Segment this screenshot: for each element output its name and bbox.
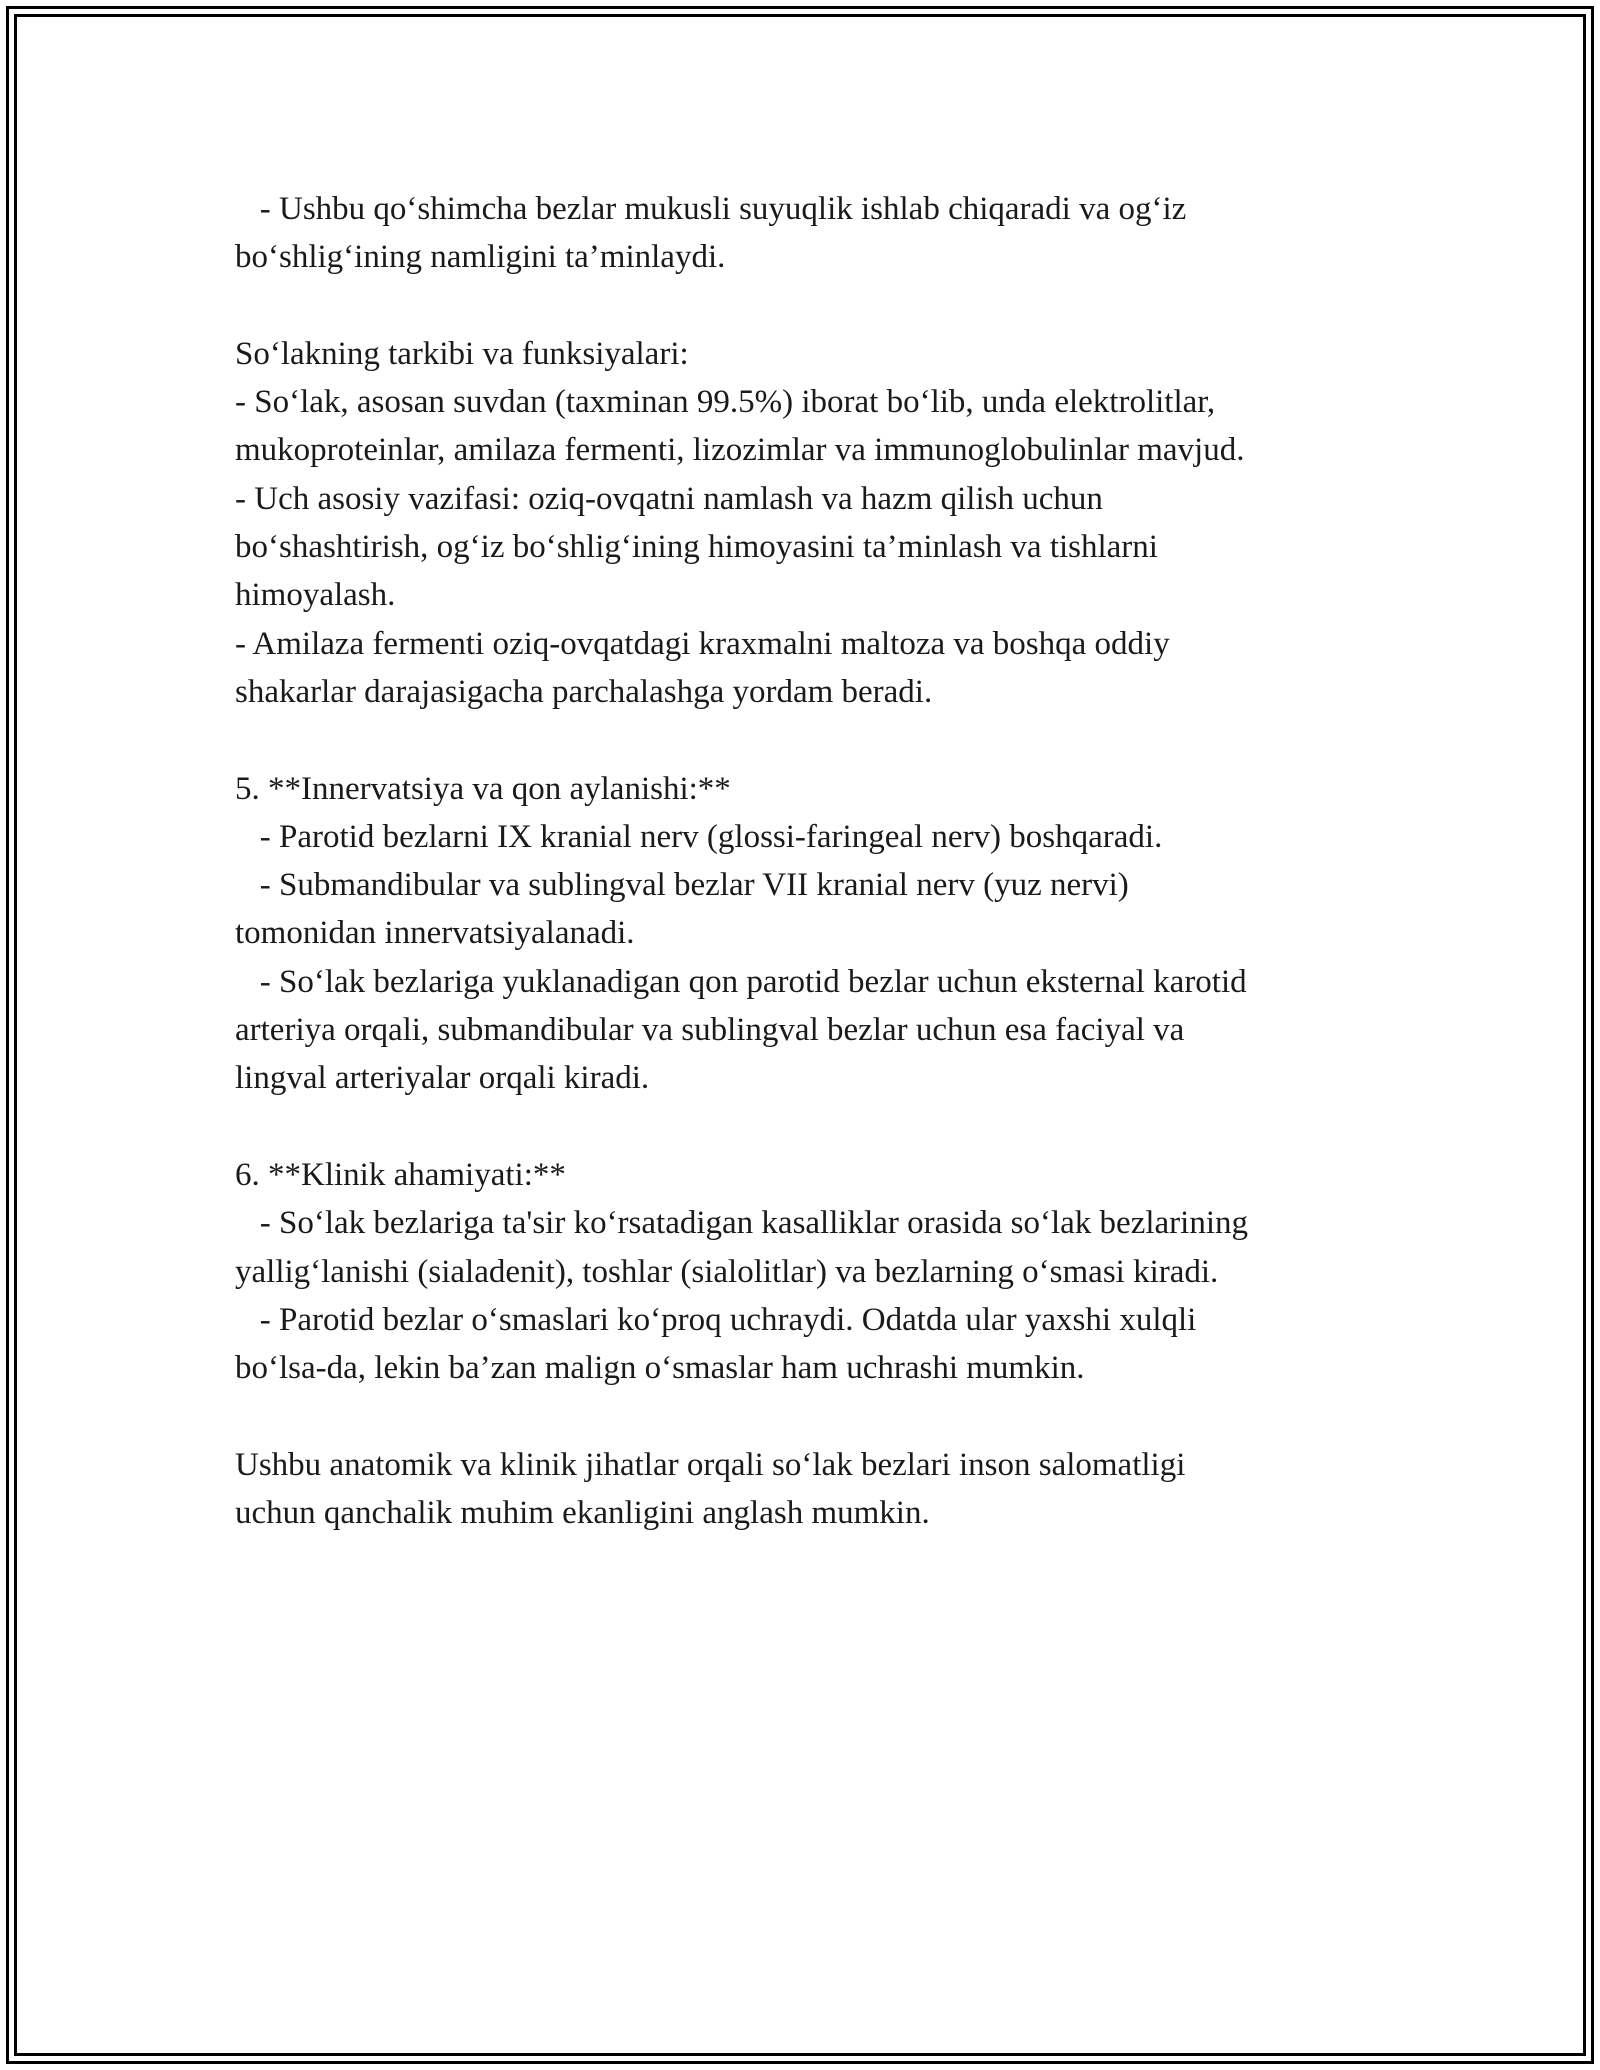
- text-line: bo‘shashtirish, og‘iz bo‘shlig‘ining himoyasini ta’minlash va tishlarni: [235, 529, 1158, 566]
- text-line: - So‘lak, asosan suvdan (taxminan 99.5%) iborat bo‘lib, unda elektrolitlar,: [235, 384, 1216, 421]
- text-line: lingval arteriyalar orqali kiradi.: [235, 1060, 650, 1097]
- blank-line: [235, 282, 1415, 330]
- blank-line: [235, 1103, 1415, 1151]
- text-line: bo‘lsa-da, lekin ba’zan malign o‘smaslar ham uchrashi mumkin.: [235, 1350, 1085, 1387]
- section-heading-saliva: So‘lakning tarkibi va funksiyalari:: [235, 335, 689, 372]
- text-line: - So‘lak bezlariga yuklanadigan qon parotid bezlar uchun eksternal karotid: [235, 963, 1247, 1000]
- text-line: - So‘lak bezlariga ta'sir ko‘rsatadigan kasalliklar orasida so‘lak bezlarining: [235, 1205, 1248, 1242]
- section-heading-clinical: 6. **Klinik ahamiyati:**: [235, 1156, 566, 1193]
- text-line: himoyalash.: [235, 577, 396, 614]
- text-line: - Parotid bezlar o‘smaslari ko‘proq uchraydi. Odatda ular yaxshi xulqli: [235, 1301, 1197, 1338]
- text-line: - Submandibular va sublingval bezlar VII kranial nerv (yuz nervi): [235, 867, 1129, 904]
- section-heading-innervation: 5. **Innervatsiya va qon aylanishi:**: [235, 770, 731, 807]
- blank-line: [235, 716, 1415, 764]
- text-line: yallig‘lanishi (sialadenit), toshlar (sialolitlar) va bezlarning o‘smasi kiradi.: [235, 1253, 1219, 1290]
- text-line: - Ushbu qo‘shimcha bezlar mukusli suyuqlik ishlab chiqaradi va og‘iz: [235, 191, 1187, 227]
- blank-line: [235, 1392, 1415, 1440]
- text-line: - Amilaza fermenti oziq-ovqatdagi kraxmalni maltoza va boshqa oddiy: [235, 625, 1170, 662]
- text-line: bo‘shlig‘ining namligini ta’minlaydi.: [235, 239, 726, 276]
- text-line: - Parotid bezlarni IX kranial nerv (glossi-faringeal nerv) boshqaradi.: [235, 818, 1163, 855]
- text-line: shakarlar darajasigacha parchalashga yordam beradi.: [235, 673, 933, 710]
- text-line: mukoproteinlar, amilaza fermenti, lizozimlar va immunoglobulinlar mavjud.: [235, 432, 1245, 469]
- text-line: tomonidan innervatsiyalanadi.: [235, 915, 635, 952]
- conclusion-line: Ushbu anatomik va klinik jihatlar orqali so‘lak bezlari inson salomatligi: [235, 1446, 1186, 1483]
- text-line: arteriya orqali, submandibular va sublingval bezlar uchun esa faciyal va: [235, 1012, 1185, 1049]
- document-body: [235, 185, 1415, 1537]
- text-line: - Uch asosiy vazifasi: oziq-ovqatni namlash va hazm qilish uchun: [235, 480, 1103, 517]
- conclusion-line: uchun qanchalik muhim ekanligini anglash mumkin.: [235, 1495, 930, 1532]
